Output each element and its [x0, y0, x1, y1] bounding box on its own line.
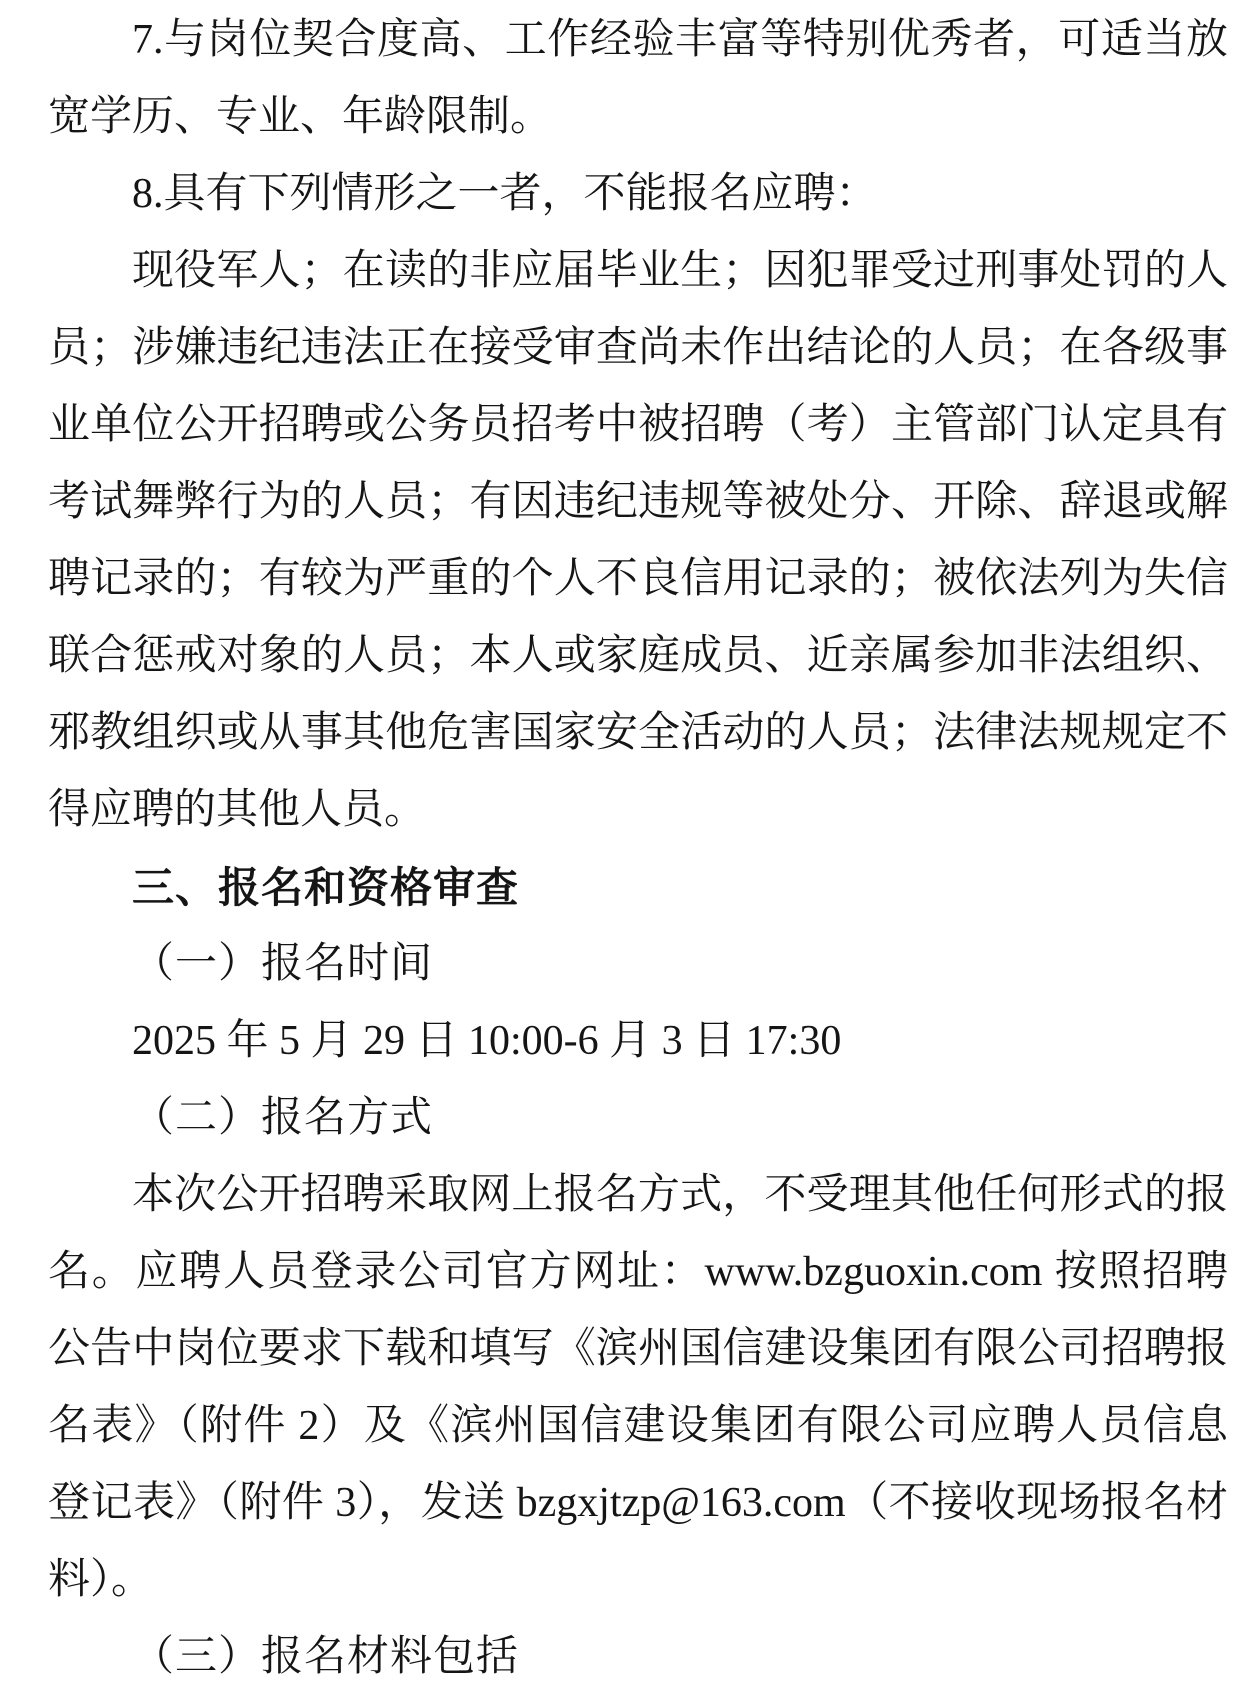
subheading-3-registration-materials: （三）报名材料包括 [132, 1634, 520, 1680]
para-bonus-relaxation: 7.与岗位契合度高、工作经验丰富等特别优秀者，可适当放宽学历、专业、年龄限制。 [48, 17, 1228, 140]
para-disqualification-list: 现役军人；在读的非应届毕业生；因犯罪受过刑事处罚的人员；涉嫌违纪违法正在接受审查尚未作出结论的人员；在各级事业单位公开招聘或公务员招考中被招聘（考）主管部门认定具有考试舞弊行为的人员；有因违纪违规等被处分、开除、辞退或解聘记录的；有较为严重的个人不良信用记录的；被依法列为失信联合惩戒对象的人员；本人或家庭成员、近亲属参加非法组织、邪教组织或从事其他危害国家安全活动的人员；法律法规规定不得应聘的其他人员。 [48, 248, 1228, 833]
para-registration-time-value: 2025 年 5 月 29 日 10:00-6 月 3 日 17:30 [132, 1018, 842, 1064]
para-registration-method: 本次公开招聘采取网上报名方式，不受理其他任何形式的报名。应聘人员登录公司官方网址：www.bzguoxin.com 按照招聘公告中岗位要求下载和填写《滨州国信建设集团有限公司招聘报名表》（附件 2）及《滨州国信建设集团有限公司应聘人员信息登记表》（附件 3），发送 bzgxjtzp@163.com（不接收现场报名材料）。 [48, 1172, 1228, 1603]
heading-section-3-registration-and-qualification-review: 三、报名和资格审查 [132, 864, 520, 911]
subheading-2-registration-method: （二）报名方式 [132, 1095, 434, 1141]
subheading-1-registration-time: （一）报名时间 [132, 941, 434, 987]
para-disqualification-intro: 8.具有下列情形之一者，不能报名应聘： [132, 171, 878, 217]
